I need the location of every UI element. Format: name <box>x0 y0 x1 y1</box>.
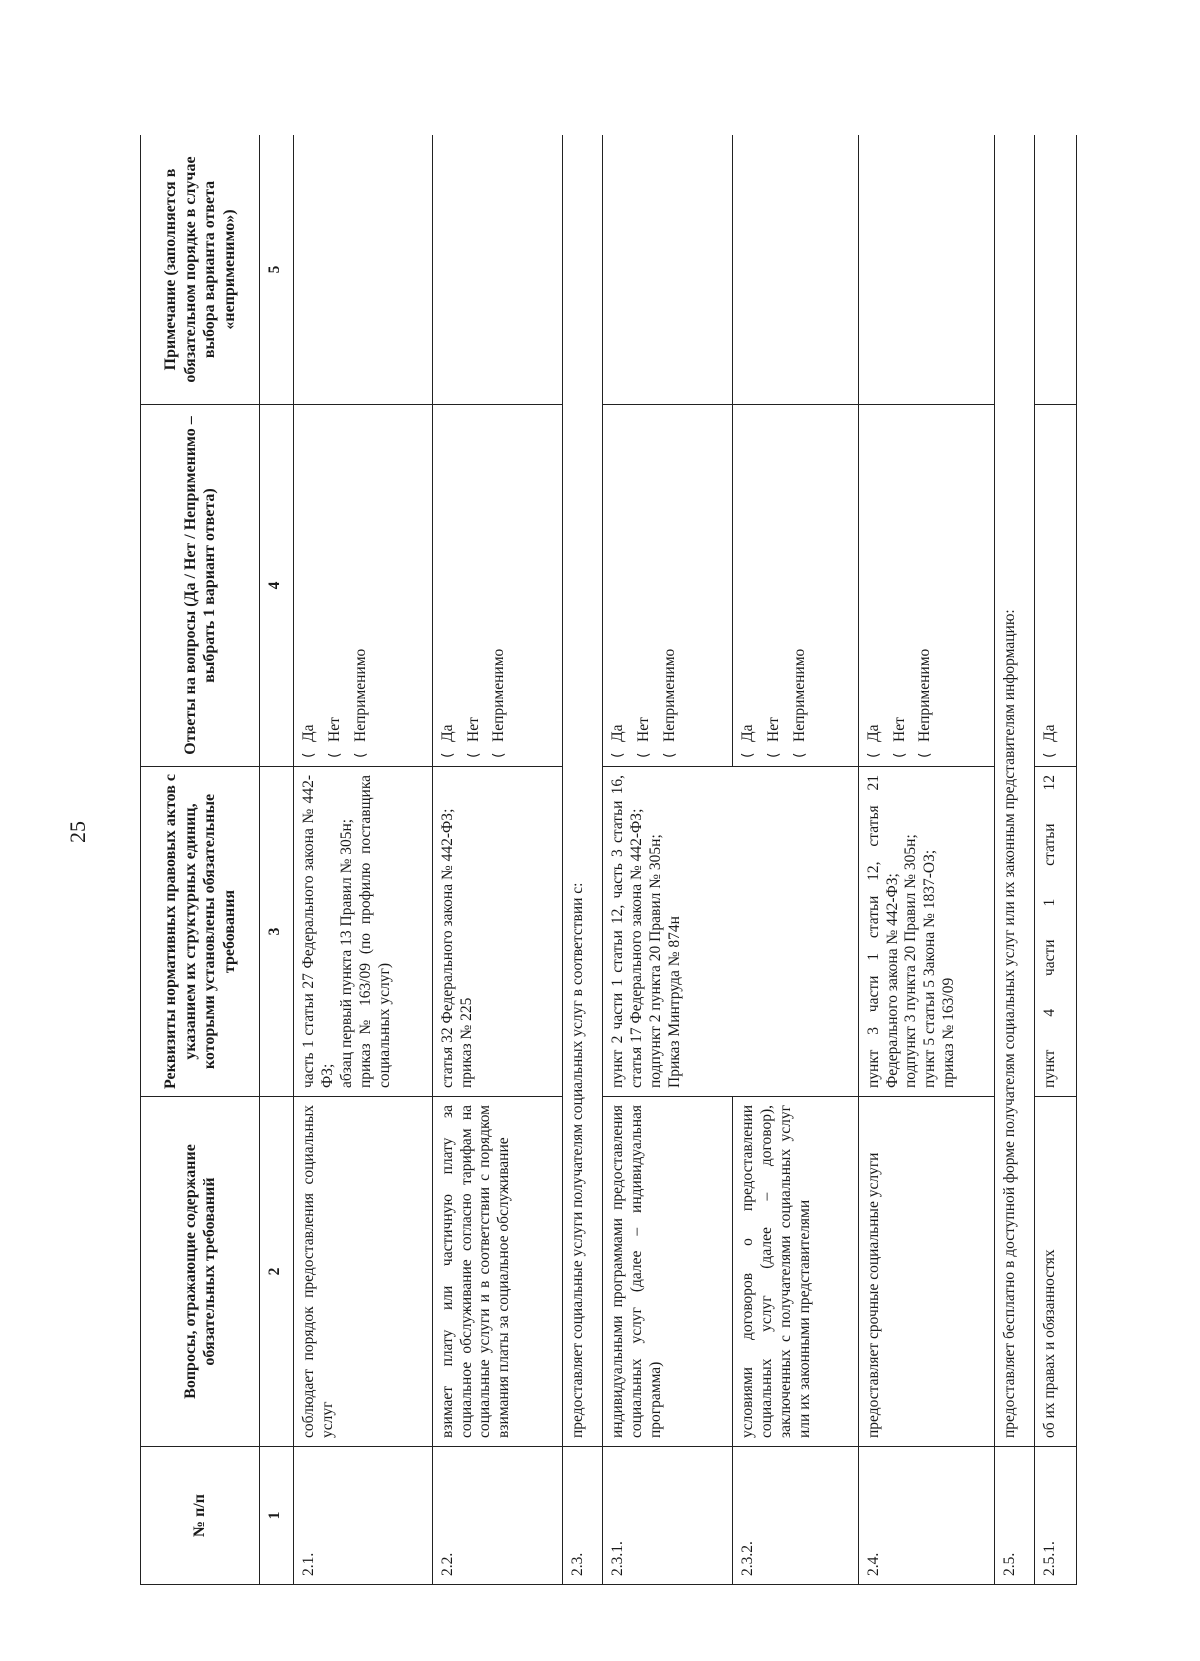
reference-line: приказ № 163/09 (по профилю поставщика социальных услуг) <box>356 775 393 1088</box>
header-note: Примечание (заполняется в обязательном порядке в случае выбора варианта ответа «неприменимо») <box>141 135 260 405</box>
row-note[interactable] <box>1035 135 1077 405</box>
radio-open-arc-icon: ( <box>439 752 456 758</box>
row-reference <box>432 767 562 1097</box>
answer-yes-option[interactable]: (Да <box>438 724 456 758</box>
radio-open-arc-icon: ( <box>353 752 370 758</box>
header-row <box>141 135 260 1585</box>
column-number-row <box>260 135 294 1585</box>
reference-line: Приказ Минтруда № 874н <box>665 916 683 1088</box>
reference-line: подпункт 3 пункта 20 Правил № 305н; <box>902 834 920 1088</box>
radio-open-arc-icon: ( <box>791 752 808 758</box>
requirements-table <box>140 135 1077 1585</box>
reference-line: абзац первый пункта 13 Правил № 305н; <box>338 818 356 1088</box>
row-number: 2.2. <box>432 1447 562 1585</box>
reference-line: приказ № 225 <box>457 997 475 1088</box>
row-number: 2.5. <box>994 1447 1034 1585</box>
reference-line: часть 1 статьи 27 Федерального закона № 442-ФЗ; <box>300 775 337 1088</box>
answer-yes-option[interactable]: (Да <box>864 724 882 758</box>
row-question: соблюдает порядок предоставления социальных услуг <box>294 1097 432 1447</box>
answer-no-option[interactable]: (Нет <box>890 717 908 758</box>
row-note[interactable] <box>858 135 994 405</box>
answer-yes-option[interactable]: (Да <box>300 724 318 758</box>
radio-open-arc-icon: ( <box>635 752 652 758</box>
table-row <box>562 135 602 1585</box>
reference-line: приказ № 163/09 <box>940 977 958 1088</box>
table-row <box>432 135 562 1585</box>
reference-line: пункт 3 части 1 статьи 12, статья 21 Федерального закона № 442-ФЗ; <box>864 775 901 1088</box>
row-question: индивидуальными программами предоставления социальных услуг (далее – индивидуальная программа) <box>603 1097 733 1447</box>
answer-no-option[interactable]: (Нет <box>464 717 482 758</box>
colnum-2: 2 <box>260 1097 294 1447</box>
page-number: 25 <box>65 821 90 843</box>
colnum-1: 1 <box>260 1447 294 1585</box>
radio-open-arc-icon: ( <box>865 752 882 758</box>
header-question: Вопросы, отражающие содержание обязательных требований <box>141 1097 260 1447</box>
table-row <box>1035 135 1077 1585</box>
row-question: предоставляет срочные социальные услуги <box>858 1097 994 1447</box>
reference-line: пункт 2 части 1 статьи 12, часть 3 статьи 16, статья 17 Федерального закона № 442-ФЗ; <box>609 775 645 1088</box>
radio-open-arc-icon: ( <box>661 752 678 758</box>
reference-line: пункт 5 статьи 5 Закона № 1837-ОЗ; <box>921 849 939 1088</box>
colnum-3: 3 <box>260 767 294 1097</box>
radio-open-arc-icon: ( <box>1042 752 1059 758</box>
radio-open-arc-icon: ( <box>891 752 908 758</box>
row-reference <box>858 767 994 1097</box>
row-number: 2.3.1. <box>603 1447 733 1585</box>
row-number: 2.3. <box>562 1447 602 1585</box>
row-reference <box>603 767 859 1097</box>
row-answers <box>732 405 858 767</box>
header-answer: Ответы на вопросы (Да / Нет / Неприменимо – выбрать 1 вариант ответа) <box>141 405 260 767</box>
header-num: № п/п <box>141 1447 260 1585</box>
row-number: 2.4. <box>858 1447 994 1585</box>
row-number: 2.5.1. <box>1035 1447 1077 1585</box>
answer-yes-option[interactable]: (Да <box>1041 724 1059 758</box>
row-reference <box>294 767 432 1097</box>
row-note[interactable] <box>432 135 562 405</box>
section-heading: предоставляет бесплатно в доступной форме получателям социальных услуг или их законным представителям информацию: <box>994 135 1034 1447</box>
row-question: об их правах и обязанностях <box>1035 1097 1077 1447</box>
answer-na-option[interactable]: (Неприменимо <box>352 648 370 758</box>
row-answers <box>294 405 432 767</box>
table-frame <box>140 135 1077 1585</box>
row-question: условиями договоров о предоставлении социальных услуг (далее – договор), заключенных с получателями социальных услуг или их законными представителями <box>732 1097 858 1447</box>
answer-no-option[interactable]: (Нет <box>326 717 344 758</box>
radio-open-arc-icon: ( <box>610 752 627 758</box>
radio-open-arc-icon: ( <box>765 752 782 758</box>
table-row <box>858 135 994 1585</box>
answer-na-option[interactable]: (Неприменимо <box>660 648 678 758</box>
row-answers <box>1035 405 1077 767</box>
header-reference: Реквизиты нормативных правовых актов с указанием их структурных единиц, которыми установлены обязательные требования <box>141 767 260 1097</box>
answer-na-option[interactable]: (Неприменимо <box>790 648 808 758</box>
answer-yes-option[interactable]: (Да <box>738 724 756 758</box>
row-answers <box>603 405 733 767</box>
answer-yes-option[interactable]: (Да <box>609 724 627 758</box>
reference-line: подпункт 2 пункта 20 Правил № 305н; <box>646 834 664 1088</box>
reference-line: статья 32 Федерального закона № 442-ФЗ; <box>438 808 456 1088</box>
row-answers <box>858 405 994 767</box>
row-number: 2.1. <box>294 1447 432 1585</box>
row-note[interactable] <box>294 135 432 405</box>
colnum-5: 5 <box>260 135 294 405</box>
section-heading: предоставляет социальные услуги получателям социальных услуг в соответствии с: <box>562 135 602 1447</box>
table-row <box>994 135 1034 1585</box>
row-number: 2.3.2. <box>732 1447 858 1585</box>
table-row <box>294 135 432 1585</box>
radio-open-arc-icon: ( <box>301 752 318 758</box>
answer-na-option[interactable]: (Неприменимо <box>916 648 934 758</box>
radio-open-arc-icon: ( <box>491 752 508 758</box>
answer-na-option[interactable]: (Неприменимо <box>490 648 508 758</box>
row-question: взимает плату или частичную плату за социальное обслуживание согласно тарифам на социальные услуги и в соответствии с порядком взимания платы за социальное обслуживание <box>432 1097 562 1447</box>
colnum-4: 4 <box>260 405 294 767</box>
row-note[interactable] <box>603 135 733 405</box>
answer-no-option[interactable]: (Нет <box>634 717 652 758</box>
table-row <box>603 135 733 1585</box>
row-reference: пункт 4 части 1 статьи 12 <box>1035 767 1077 1097</box>
row-note[interactable] <box>732 135 858 405</box>
radio-open-arc-icon: ( <box>739 752 756 758</box>
answer-no-option[interactable]: (Нет <box>764 717 782 758</box>
radio-open-arc-icon: ( <box>917 752 934 758</box>
radio-open-arc-icon: ( <box>327 752 344 758</box>
row-answers <box>432 405 562 767</box>
radio-open-arc-icon: ( <box>465 752 482 758</box>
